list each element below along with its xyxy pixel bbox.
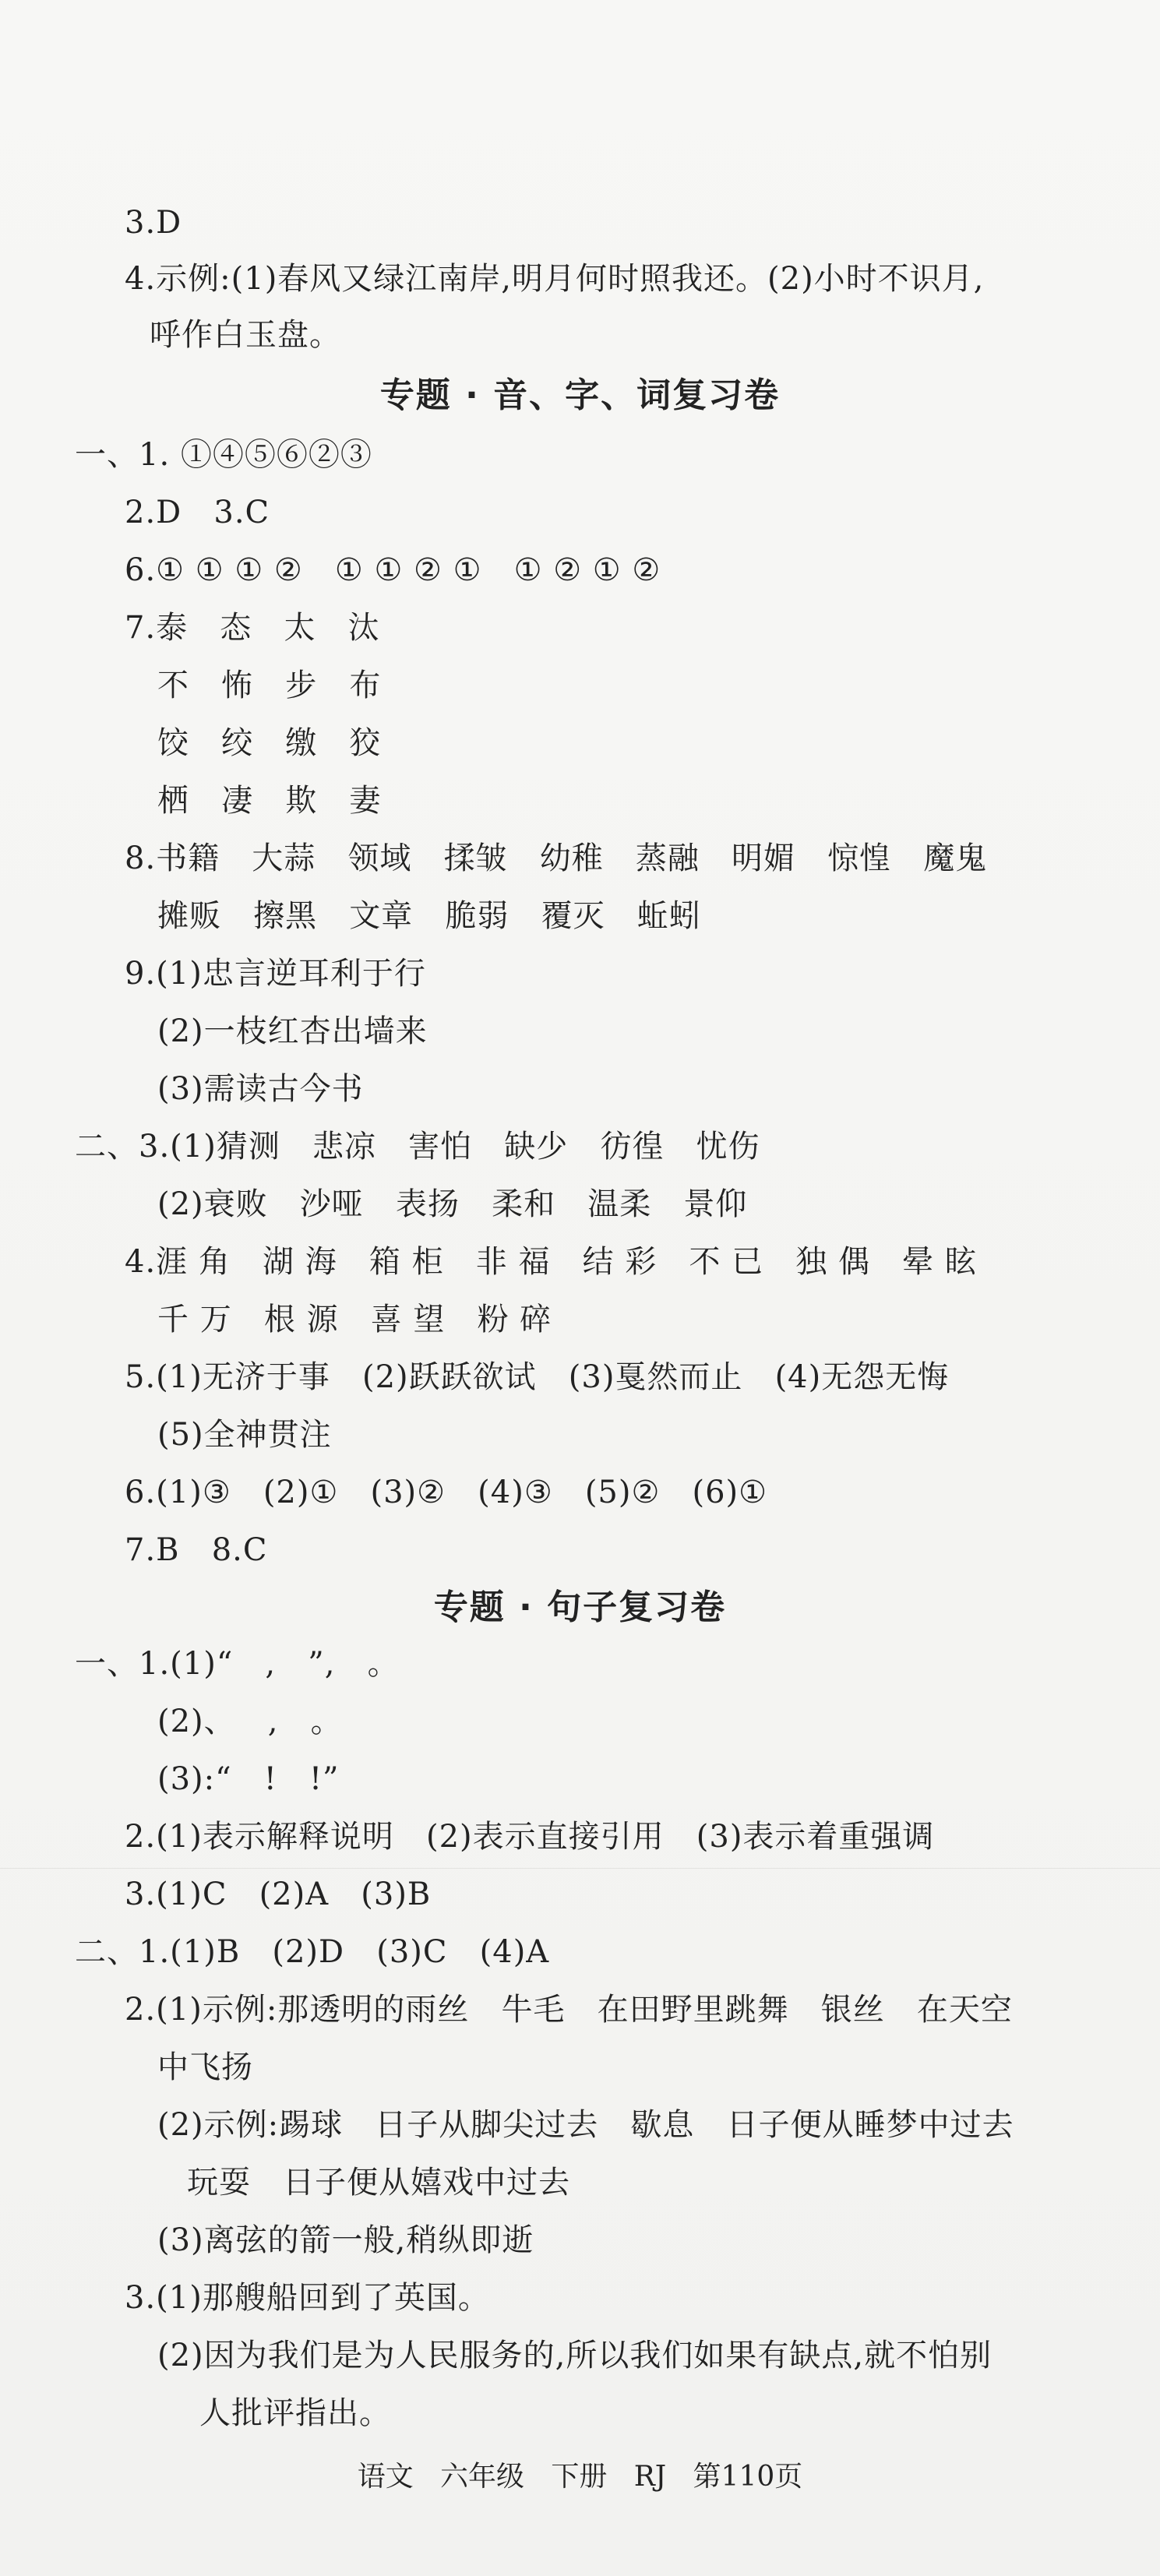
answer-line: 摊贩 擦黑 文章 脆弱 覆灭 蚯蚓: [157, 898, 701, 934]
answer-line: (2)因为我们是为人民服务的,所以我们如果有缺点,就不怕别: [157, 2338, 993, 2373]
answer-line: 5.(1)无济于事 (2)跃跃欲试 (3)戛然而止 (4)无怨无悔: [125, 1359, 950, 1395]
answer-line: (3)离弦的箭一般,稍纵即逝: [157, 2222, 534, 2258]
answer-line: (2)示例:踢球 日子从脚尖过去 歇息 日子便从睡梦中过去: [157, 2107, 1014, 2143]
answer-line: 一、1. ①④⑤⑥②③: [75, 437, 372, 473]
answer-line: 3.(1)C (2)A (3)B: [125, 1876, 432, 1912]
answer-line: 人批评指出。: [199, 2395, 391, 2431]
answer-line: 栖 凄 欺 妻: [157, 783, 382, 819]
answer-line: 2.(1)示例:那透明的雨丝 牛毛 在田野里跳舞 银丝 在天空: [125, 1992, 1013, 2028]
answer-line: 不 怖 步 布: [157, 668, 382, 703]
answer-line: 二、1.(1)B (2)D (3)C (4)A: [75, 1934, 550, 1970]
answer-line: 3.D: [125, 205, 182, 241]
answer-line: 2.(1)表示解释说明 (2)表示直接引用 (3)表示着重强调: [125, 1819, 935, 1855]
answer-line: 千 万 根 源 喜 望 粉 碎: [157, 1302, 552, 1337]
answer-line: 4.涯 角 湖 海 箱 柜 非 福 结 彩 不 已 独 偶 晕 眩: [125, 1244, 977, 1280]
answer-line: (3)需读古今书: [157, 1071, 364, 1107]
answer-line: 一、1.(1)“ , ”, 。: [75, 1646, 400, 1682]
scan-rule: [0, 1868, 1160, 1869]
answer-line: (2)衰败 沙哑 表扬 柔和 温柔 景仰: [157, 1186, 748, 1222]
answer-line: 饺 绞 缴 狡: [157, 725, 382, 761]
page-footer: 语文 六年级 下册 RJ 第110页: [357, 2461, 803, 2493]
answer-line: 8.书籍 大蒜 领域 揉皱 幼稚 蒸融 明媚 惊惶 魔鬼: [125, 840, 988, 876]
answer-line: 3.(1)那艘船回到了英国。: [125, 2280, 490, 2316]
answer-line: 二、3.(1)猜测 悲凉 害怕 缺少 彷徨 忧伤: [75, 1129, 760, 1165]
answer-line: 9.(1)忠言逆耳利于行: [125, 956, 426, 992]
answer-line: 4.示例:(1)春风又绿江南岸,明月何时照我还。(2)小时不识月,: [125, 261, 985, 297]
answer-line: 中飞扬: [157, 2049, 253, 2085]
answer-line: (2)一枝红杏出墙来: [157, 1013, 428, 1049]
answer-line: (5)全神贯注: [157, 1417, 332, 1453]
answer-line: 6.(1)③ (2)① (3)② (4)③ (5)② (6)①: [125, 1475, 768, 1510]
answer-line: 7.泰 态 太 汰: [125, 610, 380, 646]
answer-line: 6.① ① ① ② ① ① ② ① ① ② ① ②: [125, 552, 661, 588]
answer-line: 玩耍 日子便从嬉戏中过去: [187, 2165, 571, 2201]
answer-line: (2)、 , 。: [157, 1704, 343, 1739]
answer-line: 呼作白玉盘。: [150, 317, 341, 353]
answer-line: 2.D 3.C: [125, 495, 270, 530]
section-title: 专题 · 音、字、词复习卷: [379, 375, 781, 415]
answer-line: (3):“ ! !”: [157, 1761, 340, 1797]
answer-line: 7.B 8.C: [125, 1532, 268, 1568]
section-title: 专题 · 句子复习卷: [433, 1588, 727, 1627]
